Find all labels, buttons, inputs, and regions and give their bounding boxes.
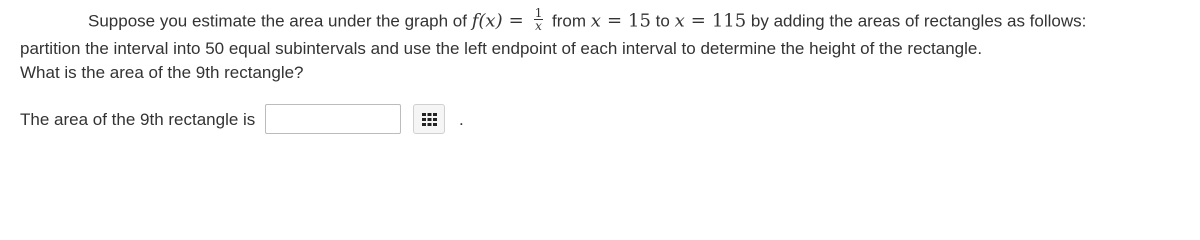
question-suffix: by adding the areas of rectangles as follows: [746,11,1087,31]
answer-period: . [459,110,464,129]
answer-label: The area of the 9th rectangle is [20,110,256,129]
fraction-denominator: x [535,19,542,33]
lower-equals: = [606,10,623,32]
question-line-3: What is the area of the 9th rectangle? [20,63,304,82]
question-line-1 [88,6,1087,35]
keypad-grid-icon [422,113,437,126]
upper-var: x [674,10,685,32]
function-name: f [471,10,479,32]
fraction-numerator: 1 [534,6,543,20]
math-keypad-button[interactable] [413,104,445,134]
question-line-2: partition the interval into 50 equal subintervals and use the left endpoint of each interval to determine the height of the rectangle. [20,39,983,58]
upper-equals: = [690,10,706,32]
upper-bound: 115 [711,10,747,32]
answer-input[interactable] [265,104,401,134]
equals-sign: = [508,10,524,32]
function-arg: (x) [478,10,503,32]
to-text: to [650,11,675,31]
lower-bound: 15 [628,10,651,32]
lower-var: x [590,10,601,32]
fraction [534,7,544,33]
question-prefix: Suppose you estimate the area under the graph of [88,11,472,31]
redaction-blob [0,0,64,36]
from-text: from [547,11,591,31]
